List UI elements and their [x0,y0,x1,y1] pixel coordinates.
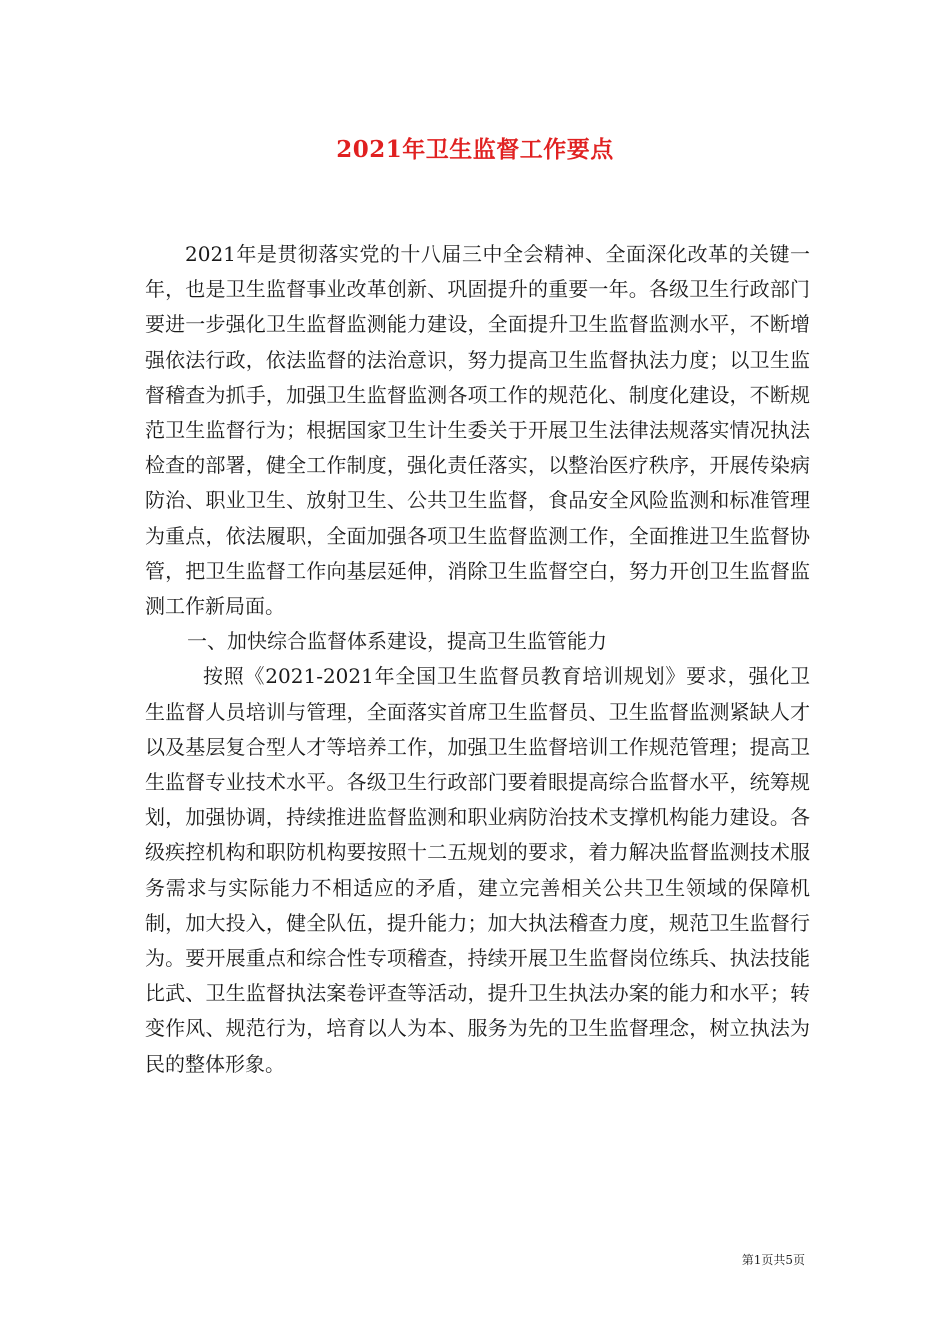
document-title: 2021年卫生监督工作要点 [336,136,614,163]
section-heading-1: 一、加快综合监督体系建设，提高卫生监管能力 [187,629,607,654]
section-1-paragraph: 按照《2021-2021年全国卫生监督员教育培训规划》要求，强化卫生监督人员培训与管理，全面落实首席卫生监督员、卫生监督监测紧缺人才以及基层复合型人才等培养工作，加强卫生监督培训工作规范管理；提高卫生监督专业技术水平。各级卫生行政部门要着眼提高综合监督水平，统筹规划，加强协调，持续推进监督监测和职业病防治技术支撑机构能力建设。各级疾控机构和职防机构要按照十二五规划的要求，着力解决监督监测技术服务需求与实际能力不相适应的矛盾，建立完善相关公共卫生领域的保障机制，加大投入，健全队伍，提升能力；加大执法稽查力度，规范卫生监督行为。要开展重点和综合性专项稽查，持续开展卫生监督岗位练兵、执法技能比武、卫生监督执法案卷评查等活动，提升卫生执法办案的能力和水平；转变作风、规范行为，培育以人为本、服务为先的卫生监督理念，树立执法为民的整体形象。 [145,664,810,1076]
document-body [145,237,810,1082]
page-number: 第1页共5页 [741,1253,805,1267]
intro-paragraph: 2021年是贯彻落实党的十八届三中全会精神、全面深化改革的关键一年，也是卫生监督事业改革创新、巩固提升的重要一年。各级卫生行政部门要进一步强化卫生监督监测能力建设，全面提升卫生监督监测水平，不断增强依法行政，依法监督的法治意识，努力提高卫生监督执法力度；以卫生监督稽查为抓手，加强卫生监督监测各项工作的规范化、制度化建设，不断规范卫生监督行为；根据国家卫生计生委关于开展卫生法律法规落实情况执法检查的部署，健全工作制度，强化责任落实，以整治医疗秩序，开展传染病防治、职业卫生、放射卫生、公共卫生监督，食品安全风险监测和标准管理为重点，依法履职，全面加强各项卫生监督监测工作，全面推进卫生监督协管，把卫生监督工作向基层延伸，消除卫生监督空白，努力开创卫生监督监测工作新局面。 [145,242,810,619]
